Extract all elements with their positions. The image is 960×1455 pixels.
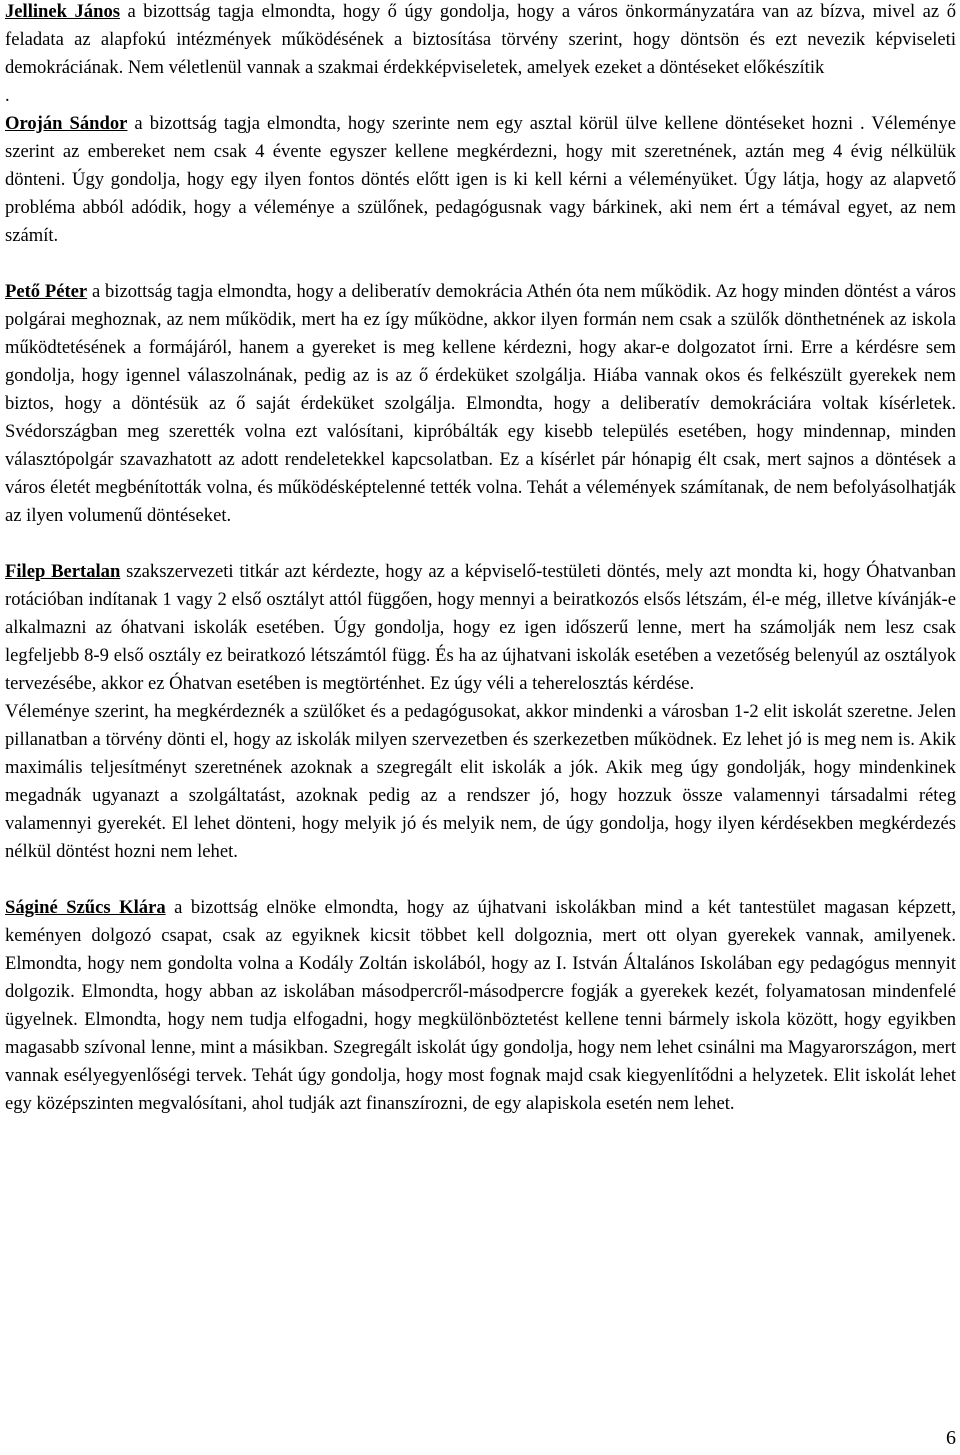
paragraph-text: szakszervezeti titkár azt kérdezte, hogy az a képviselő-testületi döntés, mely azt mondta ki, hogy Óhatvanban rotációban indítanak 1 vagy 2 első osztályt attól függően, hogy mennyi a beiratkozós elsős létszám, él-e még, illetve kívánják-e alkalmazni az óhatvani iskolák esetében. Úgy gondolja, hogy ez igen időszerű lenne, mert ha számolják nem lesz csak legfeljebb 8-9 első osztály ez beiratkozó létszámtól függ. És ha az újhatvani iskolák esetében a vezetőség belenyúl az osztályok tervezésébe, akkor ez Óhatvan esetében is megtörténhet. Ez úgy véli a teherelosztás kérdése. xyxy=(5,561,956,694)
speaker-name: Filep Bertalan xyxy=(5,561,121,582)
paragraph-filep xyxy=(5,558,956,698)
paragraph-text: Véleménye szerint, ha megkérdeznék a szülőket és a pedagógusokat, akkor mindenki a városban 1-2 elit iskolát szeretne. Jelen pillanatban a törvény dönti el, hogy az iskolák milyen szervezetben és szerkezetben működnek. Ez lehet jó is meg nem is. Akik maximális teljesítményt szeretnének azoknak a szegregált elit iskolák a jók. Akik meg úgy gondolják, hogy mindenkinek megadnák ugyanazt a szolgáltatást, azoknak pedig az a rendszer jó, hogy hozzuk össze valamennyi társadalmi réteg valamennyi gyerekét. El lehet dönteni, hogy melyik jó és melyik nem, de úgy gondolja, hogy ilyen kérdésekben megkérdezés nélkül döntést hozni nem lehet. xyxy=(5,701,956,862)
paragraph-text: a bizottság tagja elmondta, hogy ő úgy gondolja, hogy a város önkormányzatára van az bízva, mivel az ő feladata az alapfokú intézmények működésének a biztosítása törvény szerint, hogy döntsön és ezt nevezik képviseleti demokráciának. Nem véletlenül vannak a szakmai érdekképviseletek, amelyek ezeket a döntéseket előkészítik xyxy=(5,1,956,78)
paragraph-text: a bizottság elnöke elmondta, hogy az újhatvani iskolákban mind a két tantestület magasan képzett, keményen dolgozó csapat, csak az egyiknek kicsit többet kell dolgoznia, mert ott olyan gyerekek vannak, amilyenek. Elmondta, hogy nem gondolta volna a Kodály Zoltán iskolából, hogy az I. István Általános Iskolában egy pedagógus mennyit dolgozik. Elmondta, hogy abban az iskolában másodpercről-másodpercre fogják a gyerekek kezét, folyamatosan mindenfelé ügyelnek. Elmondta, hogy nem tudja elfogadni, hogy megkülönböztetést kellene tenni bármely iskola között, hogy egyikben magasabb szívonal lenne, mint a másikban. Szegregált iskolát úgy gondolja, hogy nem lehet csinálni ma Magyarországon, mert vannak esélyegyenlőségi tervek. Tehát úgy gondolja, hogy most fognak majd csak kiegyenlítődni a helyzetek. Elit iskolát lehet egy középszinten megvalósítani, ahol tudják azt finanszírozni, de egy alapiskola esetén nem lehet. xyxy=(5,897,957,1114)
document-page xyxy=(5,0,956,1118)
paragraph-text: a bizottság tagja elmondta, hogy szerinte nem egy asztal körül ülve kellene döntéseket hozni . Véleménye szerint az embereket nem csak 4 évente egyszer kellene megkérdezni, hogy mit szeretnének, aztán meg 4 évig nélkülük dönteni. Úgy gondolja, hogy egy ilyen fontos döntés előtt igen is ki kell kérni a véleményüket. Úgy látja, hogy az alapvető probléma abból adódik, hogy a véleménye a szülőnek, pedagógusnak vagy bárkinek, aki nem ért a témával egyet, az nem számít. xyxy=(5,113,956,246)
paragraph-period xyxy=(5,82,956,110)
paragraph-text: . xyxy=(5,85,10,106)
paragraph-spacer xyxy=(5,866,956,894)
speaker-name: Ságiné Szűcs Klára xyxy=(5,897,166,918)
paragraph-filep-continued xyxy=(5,698,956,866)
speaker-name: Pető Péter xyxy=(5,281,88,302)
paragraph-jellinek xyxy=(5,0,956,82)
paragraph-orojan xyxy=(5,110,956,250)
paragraph-saginé xyxy=(5,894,956,1118)
speaker-name: Jellinek János xyxy=(5,1,120,22)
paragraph-peto xyxy=(5,278,956,530)
paragraph-text: a bizottság tagja elmondta, hogy a deliberatív demokrácia Athén óta nem működik. Az hogy minden döntést a város polgárai meghoznak, az nem működik, mert ha ez így működne, akkor ilyen formán nem csak a szülők dönthetnének az iskola működtetésének a formájáról, hanem a gyereket is meg kellene kérdezni, hogy akar-e dolgozatot írni. Erre a kérdésre sem gondolja, hogy igennel válaszolnának, pedig az is az ő érdeküket szolgálja. Hiába vannak okos és felkészült gyerekek nem biztos, hogy a döntésük az ő saját érdeküket szolgálja. Elmondta, hogy a deliberatív demokráciára voltak kísérletek. Svédországban meg szerették volna ezt valósítani, kipróbálták egy kisebb település esetében, hogy mindennap, minden választópolgár szavazhatott az adott rendeletekkel kapcsolatban. Ez a kísérlet pár hónapig élt csak, mert sajnos a döntések a város életét megbénították volna, és működésképtelenné tették volna. Tehát a vélemények számítanak, de nem befolyásolhatják az ilyen volumenű döntéseket. xyxy=(5,281,956,526)
page-number: 6 xyxy=(946,1427,956,1449)
paragraph-spacer xyxy=(5,530,956,558)
speaker-name: Oroján Sándor xyxy=(5,113,128,134)
paragraph-spacer xyxy=(5,250,956,278)
